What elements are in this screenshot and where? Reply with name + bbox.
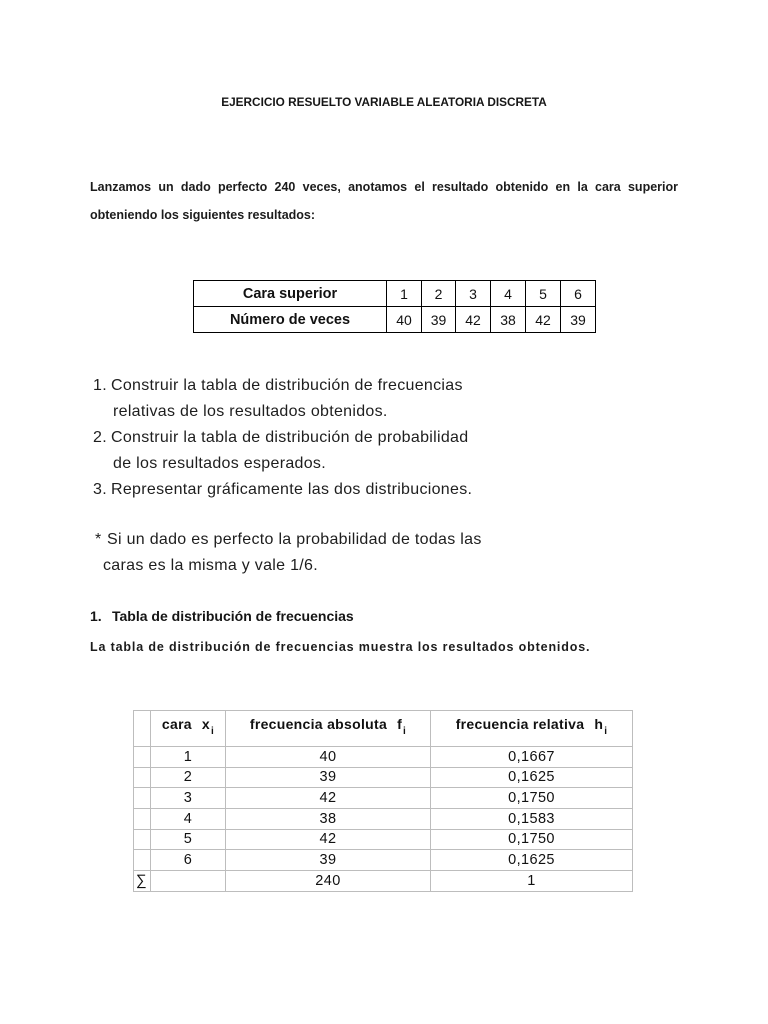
header-label: frecuencia relativa xyxy=(455,716,585,732)
face-cell: 4 xyxy=(491,281,526,307)
task-item xyxy=(93,477,472,503)
count-cell: 42 xyxy=(456,307,491,333)
task-number: 1. xyxy=(93,377,107,394)
table-row xyxy=(134,788,633,809)
blank-cell xyxy=(134,809,151,830)
cara-cell: 2 xyxy=(151,767,226,788)
page-title: EJERCICIO RESUELTO VARIABLE ALEATORIA DISCRETA xyxy=(221,95,547,109)
absoluta-cell: 42 xyxy=(226,829,431,850)
face-cell: 1 xyxy=(387,281,422,307)
intro-line: Lanzamos un dado perfecto 240 veces, anotamos el resultado obtenido en la cara superior xyxy=(90,180,678,194)
faces-row xyxy=(194,281,596,307)
face-cell: 2 xyxy=(422,281,456,307)
section-number: 1. xyxy=(90,608,102,624)
total-row xyxy=(134,871,633,892)
table-row xyxy=(134,747,633,768)
header-subscript: i xyxy=(211,726,215,737)
task-item xyxy=(93,425,472,451)
absoluta-cell: 38 xyxy=(226,809,431,830)
task-number: 3. xyxy=(93,481,107,498)
table-row xyxy=(134,809,633,830)
relativa-cell: 0,1667 xyxy=(431,747,633,768)
count-cell: 40 xyxy=(387,307,422,333)
absoluta-cell: 39 xyxy=(226,850,431,871)
note-text: Si un dado es perfecto la probabilidad de todas las xyxy=(107,531,482,548)
header-cara xyxy=(151,711,226,747)
table-row xyxy=(134,850,633,871)
blank-cell xyxy=(151,871,226,892)
note xyxy=(95,527,482,579)
corner-cell xyxy=(134,711,151,747)
task-list xyxy=(93,373,472,503)
relativa-cell: 0,1625 xyxy=(431,767,633,788)
count-cell: 39 xyxy=(561,307,596,333)
task-line: Construir la tabla de distribución de probabilidad xyxy=(111,429,469,446)
count-cell: 38 xyxy=(491,307,526,333)
cara-cell: 6 xyxy=(151,850,226,871)
cara-cell: 4 xyxy=(151,809,226,830)
blank-cell xyxy=(134,850,151,871)
row-label-faces: Cara superior xyxy=(194,281,387,307)
task-item xyxy=(93,373,472,399)
cara-cell: 3 xyxy=(151,788,226,809)
section-title: Tabla de distribución de frecuencias xyxy=(112,608,354,624)
results-table xyxy=(193,280,596,333)
relativa-cell: 0,1583 xyxy=(431,809,633,830)
task-line: Construir la tabla de distribución de frecuencias xyxy=(111,377,463,394)
task-line: relativas de los resultados obtenidos. xyxy=(113,403,388,420)
total-absoluta-cell: 240 xyxy=(226,871,431,892)
section-heading xyxy=(90,607,354,625)
header-symbol: f xyxy=(397,716,403,732)
header-absoluta xyxy=(226,711,431,747)
header-symbol: h xyxy=(594,716,604,732)
header-row xyxy=(134,711,633,747)
table-row xyxy=(134,767,633,788)
sum-symbol: ∑ xyxy=(134,871,151,892)
section-text: La tabla de distribución de frecuencias muestra los resultados obtenidos. xyxy=(90,640,591,654)
task-line: de los resultados esperados. xyxy=(113,455,326,472)
table-row xyxy=(134,829,633,850)
relativa-cell: 0,1750 xyxy=(431,788,633,809)
intro-line: obteniendo los siguientes resultados: xyxy=(90,208,316,222)
blank-cell xyxy=(134,767,151,788)
header-label: frecuencia absoluta xyxy=(249,716,388,732)
absoluta-cell: 40 xyxy=(226,747,431,768)
note-line: caras es la misma y vale 1/6. xyxy=(103,557,318,574)
count-cell: 39 xyxy=(422,307,456,333)
face-cell: 6 xyxy=(561,281,596,307)
blank-cell xyxy=(134,829,151,850)
absoluta-cell: 42 xyxy=(226,788,431,809)
frequency-table xyxy=(133,710,633,892)
relativa-cell: 0,1625 xyxy=(431,850,633,871)
row-label-counts: Número de veces xyxy=(194,307,387,333)
absoluta-cell: 39 xyxy=(226,767,431,788)
note-marker: * xyxy=(95,531,102,548)
face-cell: 3 xyxy=(456,281,491,307)
cara-cell: 1 xyxy=(151,747,226,768)
task-line: Representar gráficamente las dos distribuciones. xyxy=(111,481,473,498)
blank-cell xyxy=(134,747,151,768)
header-subscript: i xyxy=(604,726,608,737)
count-cell: 42 xyxy=(526,307,561,333)
cara-cell: 5 xyxy=(151,829,226,850)
counts-row xyxy=(194,307,596,333)
task-number: 2. xyxy=(93,429,107,446)
face-cell: 5 xyxy=(526,281,561,307)
header-relativa xyxy=(431,711,633,747)
note-line xyxy=(95,527,482,553)
header-symbol: x xyxy=(201,716,210,732)
total-relativa-cell: 1 xyxy=(431,871,633,892)
blank-cell xyxy=(134,788,151,809)
relativa-cell: 0,1750 xyxy=(431,829,633,850)
header-label: cara xyxy=(161,716,192,732)
header-subscript: i xyxy=(403,726,407,737)
